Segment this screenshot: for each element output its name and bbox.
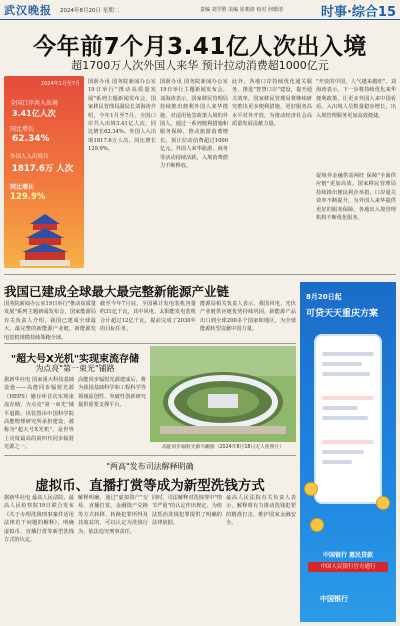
infographic-value-1: 3.41亿人次	[12, 109, 56, 118]
infographic-label-1: 全国口岸共入出境	[10, 100, 59, 107]
article-column-5: 促境外金融供需两旺 保障"全面供应链"更加高效。国家移民管理局持续推出便民利企举措，口岸通关效率不断提升，为外国人来华提供更好的服务保障，各地出入境管理机构不断优化服务。	[316, 173, 396, 222]
main-headline: 今年前7个月3.41亿人次出入境	[33, 34, 367, 60]
infographic-value-4: 129.9%	[10, 192, 46, 202]
coin-icon	[304, 482, 318, 496]
article-column-1: 国新办讯 国务院新闻办公室19日举行"推动高质量发展"系列主题新闻发布会，国家移民管理局副局长刘海涛介绍，今年1月至7月，全国口岸共入出境3.41亿人次，同比增长62.34%。外国人入出境1817.6万人次，同比增长129.9%。	[88, 79, 156, 153]
masthead	[0, 0, 400, 20]
laundering-headline: 虚拟币、直播打赏等成为新型洗钱方式	[35, 478, 265, 494]
ad-date: 8月20日起	[306, 293, 342, 301]
editor-credits: 责编 刘学胜 美编 崔朝清 校对 何德清	[200, 7, 283, 13]
energy-column-1: 国务院新闻办公室19日举行"推动高质量发展"系列主题新闻发布会，国家能源局有关负责人介绍，我国已建成全球最大、最完整的新能源产业链，新能源发电装机规模持续领跑全球。	[4, 301, 96, 341]
xray-subheadline: 为点亮"第一束光"铺路	[35, 364, 115, 373]
laundering-column-3: 同时，司法解释对洗钱罪中"情节严重"的认定作出规定，为依法惩治洗钱犯罪提供了明确的法律依据。	[152, 495, 222, 527]
immigration-infographic	[4, 76, 84, 268]
section-divider	[4, 274, 396, 275]
ad-brand: 中国银行	[320, 595, 348, 603]
xray-column-1: 据新华社电 国家重大科技基础设施——高能同步辐射光源（HEPS）储存环首次实现束流存储，为点亮"第一束光"铺平道路。该装置由中国科学院高能物理研究所承担建设，被称为"超大号X光机"，是世界上亮度最高的第四代同步辐射光源之一。	[4, 377, 74, 451]
xray-headline: "超大号X光机"实现束流存储	[10, 354, 140, 365]
main-subheadline: 超1700万人次外国人来华 预计拉动消费超1000亿元	[71, 59, 329, 72]
infographic-value-2: 62.34%	[12, 134, 50, 144]
ad-slogan: 中国银行 惠民贷款	[322, 552, 374, 559]
article-column-3: 此外，各地口岸持续优化通关服务，推进"智慧口岸"建设，提升通关效率。国家移民管理局将继续研究推出更多便利措施，更好服务高水平对外开放，为推动经济社会高质量发展贡献力量。	[232, 79, 312, 128]
infographic-label-2: 同比增长	[10, 126, 35, 133]
energy-column-2: 截至今年7月底，全国累计发电装机容量约31亿千瓦，其中风电、太阳能发电装机合计超过12亿千瓦，提前完成了2030年的目标任务。	[100, 301, 196, 333]
infographic-date: 2024年1月至7月	[40, 81, 80, 87]
article-column-4: "开放的中国，人气越来越旺"。刘海涛表示，下一步将持续优化来华便利政策，让更多外国人来中国看看。入出境人员数量稳步增长，出入境管理服务更加高效便捷。	[316, 79, 396, 119]
phone-icon	[314, 334, 382, 504]
temple-of-heaven-icon	[20, 212, 70, 266]
laundering-column-1: 据新华社电 最高人民法院、最高人民检察院19日联合发布《关于办理洗钱刑事案件适用法律若干问题的解释》，明确虚拟币、直播打赏等新型洗钱方式的认定。	[4, 495, 74, 544]
section-divider	[4, 455, 296, 456]
ad-chip: 中国人民银行官方通行	[308, 562, 388, 572]
issue-date: 2024年8月20日 星期二	[60, 8, 120, 14]
section-divider	[4, 343, 296, 344]
coin-icon	[310, 518, 324, 532]
section-name: 时事·综合15	[320, 5, 396, 20]
infographic-value-3: 1817.6万 人次	[12, 164, 74, 174]
laundering-kicker: "两高"发布司法解释明确	[106, 462, 194, 471]
xray-column-2: 高能同步辐射光源建成后，将为我国基础科学和工程科学等领域原创性、突破性创新研究提供重要支撑平台。	[78, 377, 146, 409]
energy-headline: 我国已建成全球最大最完整新能源产业链	[4, 284, 230, 299]
energy-column-3: 能源局相关负责人表示，我国风电、光伏产业链供应链优势持续巩固，新能源产品出口到全球200多个国家和地区，为全球能源转型贡献中国力量。	[200, 301, 296, 333]
bank-advertisement	[300, 282, 396, 622]
infographic-label-4: 同比增长	[10, 184, 35, 191]
photo-caption: 高能同步辐射光源鸟瞰图（2024年8月18日无人机照片）	[161, 445, 285, 450]
newspaper-logo: 武汉晚报	[4, 4, 52, 17]
laundering-column-4: 最高人民法院有关负责人表示，解释将有力推动洗钱犯罪的精准打击，维护国家金融安全。	[226, 495, 296, 527]
infographic-label-3: 外国人入出境共	[10, 154, 49, 160]
article-column-2: 国新办讯 国务院新闻办公室19日举行主题新闻发布会。刘海涛表示，国家移民管理局持续推出便利外国人来华措施，对适用免签政策入境的外国人，通过一系列便利措施和服务保障，推动旅游消费增长。预计拉动消费超过1000亿元。外国人来华旅游、商务等活动持续活跃，入境消费潜力不断释放。	[160, 79, 228, 170]
coin-icon	[376, 496, 390, 510]
laundering-column-2: 解释明确，通过"虚拟资产"交易、直播打赏、金融资产兑换等方式转移、转换犯罪所得及其收益的，可以认定为洗钱行为，依法追究刑事责任。	[78, 495, 148, 535]
hepS-aerial-photo	[150, 346, 296, 442]
ad-title: 可贷天天重庆方案	[306, 309, 379, 319]
